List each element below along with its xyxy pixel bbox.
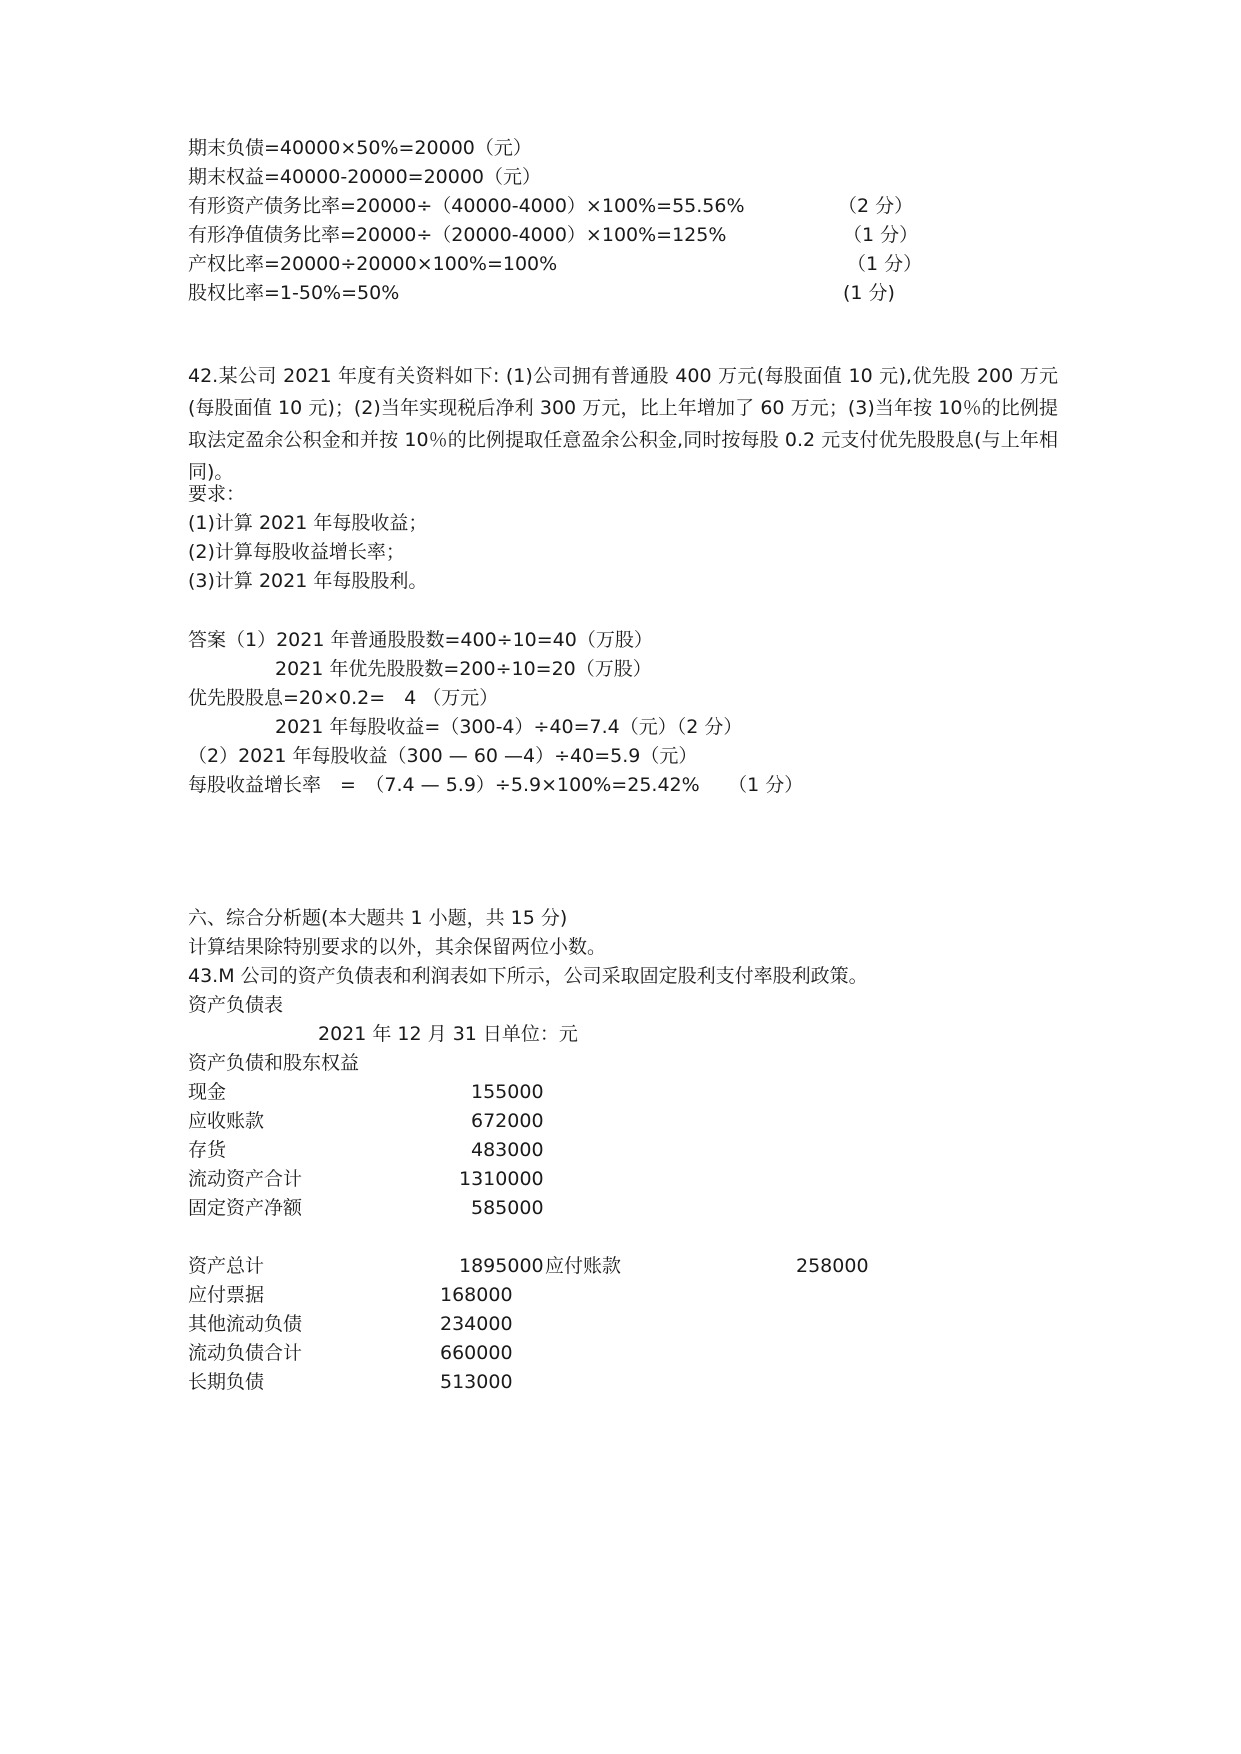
table-row-label: 资产总计 [188, 1255, 265, 1277]
table-row-label: 长期负债 [188, 1371, 265, 1393]
table-row-label: 流动资产合计 [188, 1168, 303, 1190]
question-43: 43.M 公司的资产负债表和利润表如下所示，公司采取固定股利支付率股利政策。 [188, 965, 868, 987]
answer-line: 答案（1）2021 年普通股股数=400÷10=40（万股） [188, 629, 653, 651]
section-heading: 六、综合分析题(本大题共 1 小题，共 15 分) [188, 907, 568, 929]
table-row-label: 应付票据 [188, 1284, 265, 1306]
table-row-value: 258000 [796, 1255, 869, 1277]
table-row-label: 流动负债合计 [188, 1342, 303, 1364]
table-row-value: 1310000 [459, 1168, 544, 1190]
table-row-value: 234000 [440, 1313, 513, 1335]
calc-line: 有形净值债务比率=20000÷（20000-4000）×100%=125% [188, 224, 727, 246]
answer-line: 2021 年优先股股数=200÷10=20（万股） [275, 658, 652, 680]
table-row-value: 660000 [440, 1342, 513, 1364]
table-row-label: 其他流动负债 [188, 1313, 303, 1335]
question-42 [188, 360, 1058, 488]
table-row-value: 1895000 [459, 1255, 544, 1277]
score-label: （2 分） [838, 195, 914, 217]
calc-line: 有形资产债务比率=20000÷（40000-4000）×100%=55.56% [188, 195, 745, 217]
table-row-value: 483000 [471, 1139, 544, 1161]
calc-line: 产权比率=20000÷20000×100%=100% [188, 253, 558, 275]
question-42-body: 42.某公司 2021 年度有关资料如下: (1)公司拥有普通股 400 万元(每股面值 10 元),优先股 200 万元(每股面值 10 元)；(2)当年实现税后净利 300 万元，比上年增加了 60 万元；(3)当年按 10％的比例提取法定盈余公积金和并按 10％的比例提取任意盈余公积金,同时按每股 0.2 元支付优先股股息(与上年相同)。 [188, 365, 1058, 483]
table-row-label: 固定资产净额 [188, 1197, 303, 1219]
score-label: （1 分） [843, 224, 919, 246]
requirement-line: (3)计算 2021 年每股股利。 [188, 570, 428, 592]
requirement-line: (1)计算 2021 年每股收益； [188, 512, 428, 534]
table-row-value: 168000 [440, 1284, 513, 1306]
table-row-label: 现金 [188, 1081, 227, 1103]
score-label: (1 分) [843, 282, 895, 304]
table-row-label: 应付账款 [545, 1255, 622, 1277]
table-date: 2021 年 12 月 31 日单位：元 [318, 1023, 578, 1045]
answer-line: （2）2021 年每股收益（300 — 60 —4）÷40=5.9（元） [188, 745, 698, 767]
calc-line: 期末权益=40000-20000=20000（元） [188, 166, 542, 188]
calc-line: 期末负债=40000×50%=20000（元） [188, 137, 532, 159]
table-heading: 资产负债和股东权益 [188, 1052, 360, 1074]
table-row-value: 585000 [471, 1197, 544, 1219]
section-note: 计算结果除特别要求的以外，其余保留两位小数。 [188, 936, 607, 958]
table-row-value: 513000 [440, 1371, 513, 1393]
requirement-line: (2)计算每股收益增长率； [188, 541, 405, 563]
table-row-value: 155000 [471, 1081, 544, 1103]
answer-line: 优先股股息=20×0.2= 4 （万元） [188, 687, 499, 709]
table-row-label: 存货 [188, 1139, 227, 1161]
table-row-value: 672000 [471, 1110, 544, 1132]
requirement-line: 要求： [188, 483, 246, 505]
table-title: 资产负债表 [188, 994, 284, 1016]
answer-line: 每股收益增长率 = （7.4 — 5.9）÷5.9×100%=25.42% （1 分） [188, 774, 804, 796]
answer-line: 2021 年每股收益=（300-4）÷40=7.4（元）（2 分） [275, 716, 743, 738]
score-label: （1 分） [847, 253, 923, 275]
table-row-label: 应收账款 [188, 1110, 265, 1132]
calc-line: 股权比率=1-50%=50% [188, 282, 400, 304]
